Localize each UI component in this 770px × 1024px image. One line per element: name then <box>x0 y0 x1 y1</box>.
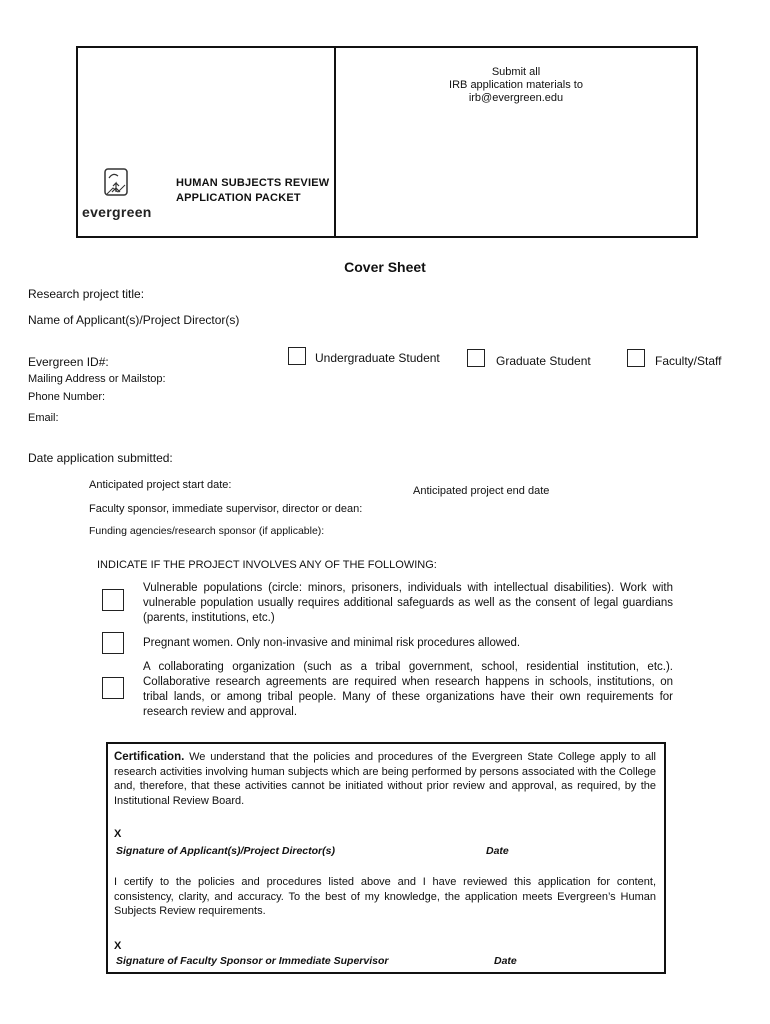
vulnerable-populations-checkbox[interactable] <box>102 589 124 611</box>
applicant-signature-label[interactable]: Signature of Applicant(s)/Project Director(s) <box>116 845 335 857</box>
applicant-date-label[interactable]: Date <box>486 845 509 857</box>
involves-heading: INDICATE IF THE PROJECT INVOLVES ANY OF THE FOLLOWING: <box>97 559 437 571</box>
certification-box <box>106 742 666 974</box>
page-title: Cover Sheet <box>344 259 426 275</box>
date-submitted-label: Date application submitted: <box>28 451 173 465</box>
undergraduate-checkbox[interactable] <box>288 347 306 365</box>
packet-title-line2: APPLICATION PACKET <box>176 192 301 204</box>
packet-title-line1: HUMAN SUBJECTS REVIEW <box>176 177 330 189</box>
submit-email: irb@evergreen.edu <box>468 92 564 104</box>
applicant-name-label: Name of Applicant(s)/Project Director(s) <box>28 313 240 327</box>
funding-label: Funding agencies/research sponsor (if applicable): <box>89 525 325 537</box>
certification-text: We understand that the policies and procedures of the Evergreen State College apply to all research activities involving human subjects which are being performed by persons associated with the College and, therefore, that these activities cannot be initiated without prior review and approval, as required, by the Institutional Review Board. <box>114 751 656 807</box>
faculty-sponsor-label: Faculty sponsor, immediate supervisor, director or dean: <box>89 503 363 515</box>
mailing-address-label: Mailing Address or Mailstop: <box>28 373 166 385</box>
project-title-label: Research project title: <box>28 287 145 301</box>
phone-label: Phone Number: <box>28 391 106 403</box>
signature-x-mark: X <box>114 828 122 840</box>
faculty-staff-checkbox[interactable] <box>627 349 645 367</box>
submit-line2: IRB application materials to <box>449 79 583 91</box>
graduate-checkbox[interactable] <box>467 349 485 367</box>
pregnant-women-checkbox[interactable] <box>102 632 124 654</box>
logo-wordmark: evergreen <box>82 204 152 220</box>
submit-line1: Submit all <box>491 66 541 78</box>
submit-instructions <box>336 66 696 105</box>
vulnerable-populations-text: Vulnerable populations (circle: minors, prisoners, individuals with intellectual disabilities). Work with vulnerable population usually requires additional safeguards as well as the consent of legal guardians (parents, institutions, etc.) <box>143 582 673 624</box>
end-date-label: Anticipated project end date <box>413 485 550 497</box>
sponsor-signature-label[interactable]: Signature of Faculty Sponsor or Immediate Supervisor <box>116 955 389 967</box>
undergraduate-label: Undergraduate Student <box>315 351 440 365</box>
certification-heading: Certification. <box>114 751 185 763</box>
graduate-label: Graduate Student <box>496 354 591 368</box>
collaborating-organization-text: A collaborating organization (such as a tribal government, school, residential institution, etc.). Collaborative research agreements are required when research happens in schools, institutions, on tribal lands, or among tribal people. Many of these organizations have their own requirements for research review and approval. <box>143 661 673 718</box>
packet-title <box>176 176 329 206</box>
email-label: Email: <box>28 412 59 424</box>
pregnant-women-text: Pregnant women. Only non-invasive and minimal risk procedures allowed. <box>143 637 521 649</box>
evergreen-id-label: Evergreen ID#: <box>28 355 109 369</box>
header-box <box>76 46 698 238</box>
start-date-label: Anticipated project start date: <box>89 479 232 491</box>
certification-paragraph <box>114 750 656 808</box>
collaborating-organization-checkbox[interactable] <box>102 677 124 699</box>
sponsor-certification-text: I certify to the policies and procedures listed above and I have reviewed this application for content, consistency, clarity, and accuracy. To the best of my knowledge, the application meets Evergreen’s Human Subjects Review requirements. <box>114 876 656 917</box>
sponsor-date-label[interactable]: Date <box>494 955 517 967</box>
signature-x-mark: X <box>114 940 122 952</box>
faculty-staff-label: Faculty/Staff <box>655 354 722 368</box>
